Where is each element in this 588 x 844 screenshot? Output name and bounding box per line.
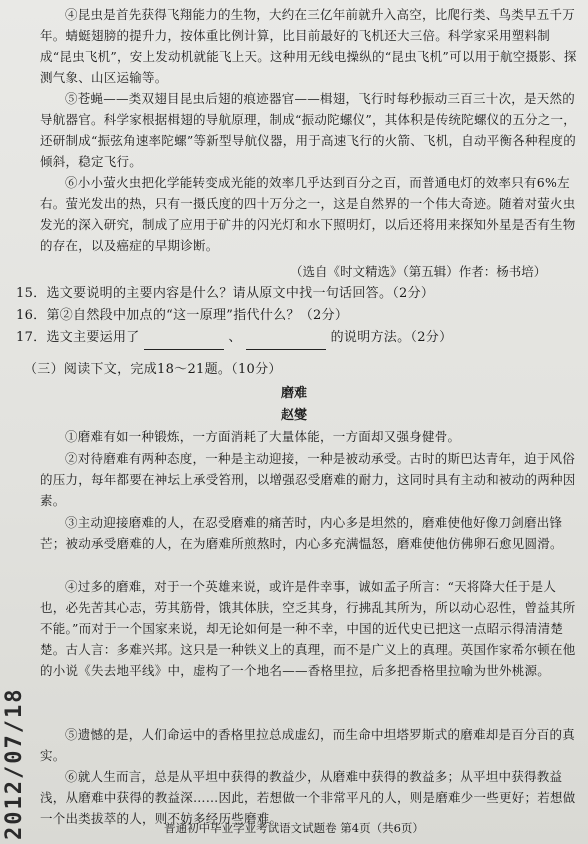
passage1-paragraph-4: ④昆虫是首先获得飞翔能力的生物，大约在三亿年前就升入高空，比爬行类、鸟类早五千万年。蜻蜓翅膀的提升力，按体重比例计算，比目前最好的飞机还大三倍。科学家采用塑料制成“昆虫飞机”，安上发动机就能飞上天。这种用无线电操纵的“昆虫飞机”可以用于航空摄影、探测气象、山区运输等。 bbox=[40, 7, 577, 85]
date-stamp: 2012/07/18 bbox=[2, 687, 27, 840]
article-paragraph-2: ②对待磨难有两种态度，一种是主动迎接，一种是被动承受。古时的斯巴达青年，迫于风俗的压力，每年都要在神坛上承受笞刑，以增强忍受磨难的耐力，这同时具有主动和被动的两种因素。 bbox=[40, 451, 576, 508]
article-paragraph-4: ④过多的磨难，对于一个英雄来说，或许是件幸事，诚如孟子所言：“天将降大任于是人也，必先苦其心志，劳其筋骨，饿其体肤，空乏其身，行拂乱其所为，所以动心忍性，曾益其所不能。”而对于一个国家来说，却无论如何是一种不幸，中国的近代史已把这一点昭示得清清楚楚。古人言：多难兴邦。这只是一种铁义上的真理，而不是广义上的真理。英国作家希尔顿在他的小说《失去地平线》中，虚构了一个地名——香格里拉，后多把香格里拉喻为世外桃源。 bbox=[40, 579, 576, 678]
answer-blank-2[interactable] bbox=[246, 335, 326, 350]
question-17-prefix: 17．选文主要运用了 bbox=[16, 330, 140, 345]
article-paragraph-3: ③主动迎接磨难的人，在忍受磨难的痛苦时，内心多是坦然的，磨难使他好像刀剑磨出锋芒；被动承受磨难的人，在为磨难所煎熬时，内心多充满愠怒，磨难使他仿佛卵石愈见圆滑。 bbox=[40, 515, 563, 551]
section-3-heading: （三）阅读下文，完成18～21题。（10分） bbox=[24, 362, 282, 377]
question-16: 16．第②自然段中加点的“这一原理”指代什么？（2分） bbox=[16, 308, 349, 323]
page-footer: 普通初中毕业学业考试语文试题卷 第4页（共6页） bbox=[164, 821, 424, 835]
question-17-separator: 、 bbox=[228, 330, 242, 345]
article-paragraph-1: ①磨难有如一种锻炼，一方面消耗了大量体能，一方面却又强身健骨。 bbox=[65, 429, 461, 444]
passage1-paragraph-5: ⑤苍蝇——类双翅目昆虫后翅的痕迹器官——楫翅，飞行时每秒振动三百三十次，是天然的导航器官。科学家根据楫翅的导航原理，制成“振动陀螺仪”，其体积是传统陀螺仪的五分之一，还研制成“振弦角速率陀螺”等新型导航仪器，用于高速飞行的火箭、飞机，自动平衡各种程度的倾斜，稳定飞行。 bbox=[40, 91, 577, 169]
article-title: 磨难 bbox=[280, 386, 307, 401]
question-15: 15．选文要说明的主要内容是什么？请从原文中找一句话回答。（2分） bbox=[16, 286, 435, 301]
answer-blank-1[interactable] bbox=[144, 335, 224, 350]
article-paragraph-5: ⑤遗憾的是，人们命运中的香格里拉总成虚幻，而生命中坦塔罗斯式的磨难却是百分百的真实。 bbox=[40, 727, 576, 763]
passage1-paragraph-6: ⑥小小萤火虫把化学能转变成光能的效率几乎达到百分之百，而普通电灯的效率只有6%左右。萤光发出的热，只有一摄氏度的四十万分之一，这是自然界的一个伟大奇迹。随着对萤火虫发光的深入研究，制成了应用于矿井的闪光灯和水下照明灯，以后还将用来探知外星是否有生物的存在，以及癌症的早期诊断。 bbox=[40, 175, 576, 253]
question-17-suffix: 的说明方法。（2分） bbox=[330, 330, 453, 345]
passage1-source: （选自《时文精选》（第五辑）作者：杨书培） bbox=[290, 264, 547, 279]
article-author: 赵燮 bbox=[280, 408, 307, 423]
article-paragraph-6: ⑥就人生而言，总是从平坦中获得的教益少，从磨难中获得的教益多；从平坦中获得教益浅，从磨难中获得的教益深……因此，若想做一个非常平凡的人，则是磨难少一些更好；若想做一个出类拔萃的人，则不妨多经历些磨难。 bbox=[40, 769, 576, 826]
question-17 bbox=[16, 326, 452, 350]
